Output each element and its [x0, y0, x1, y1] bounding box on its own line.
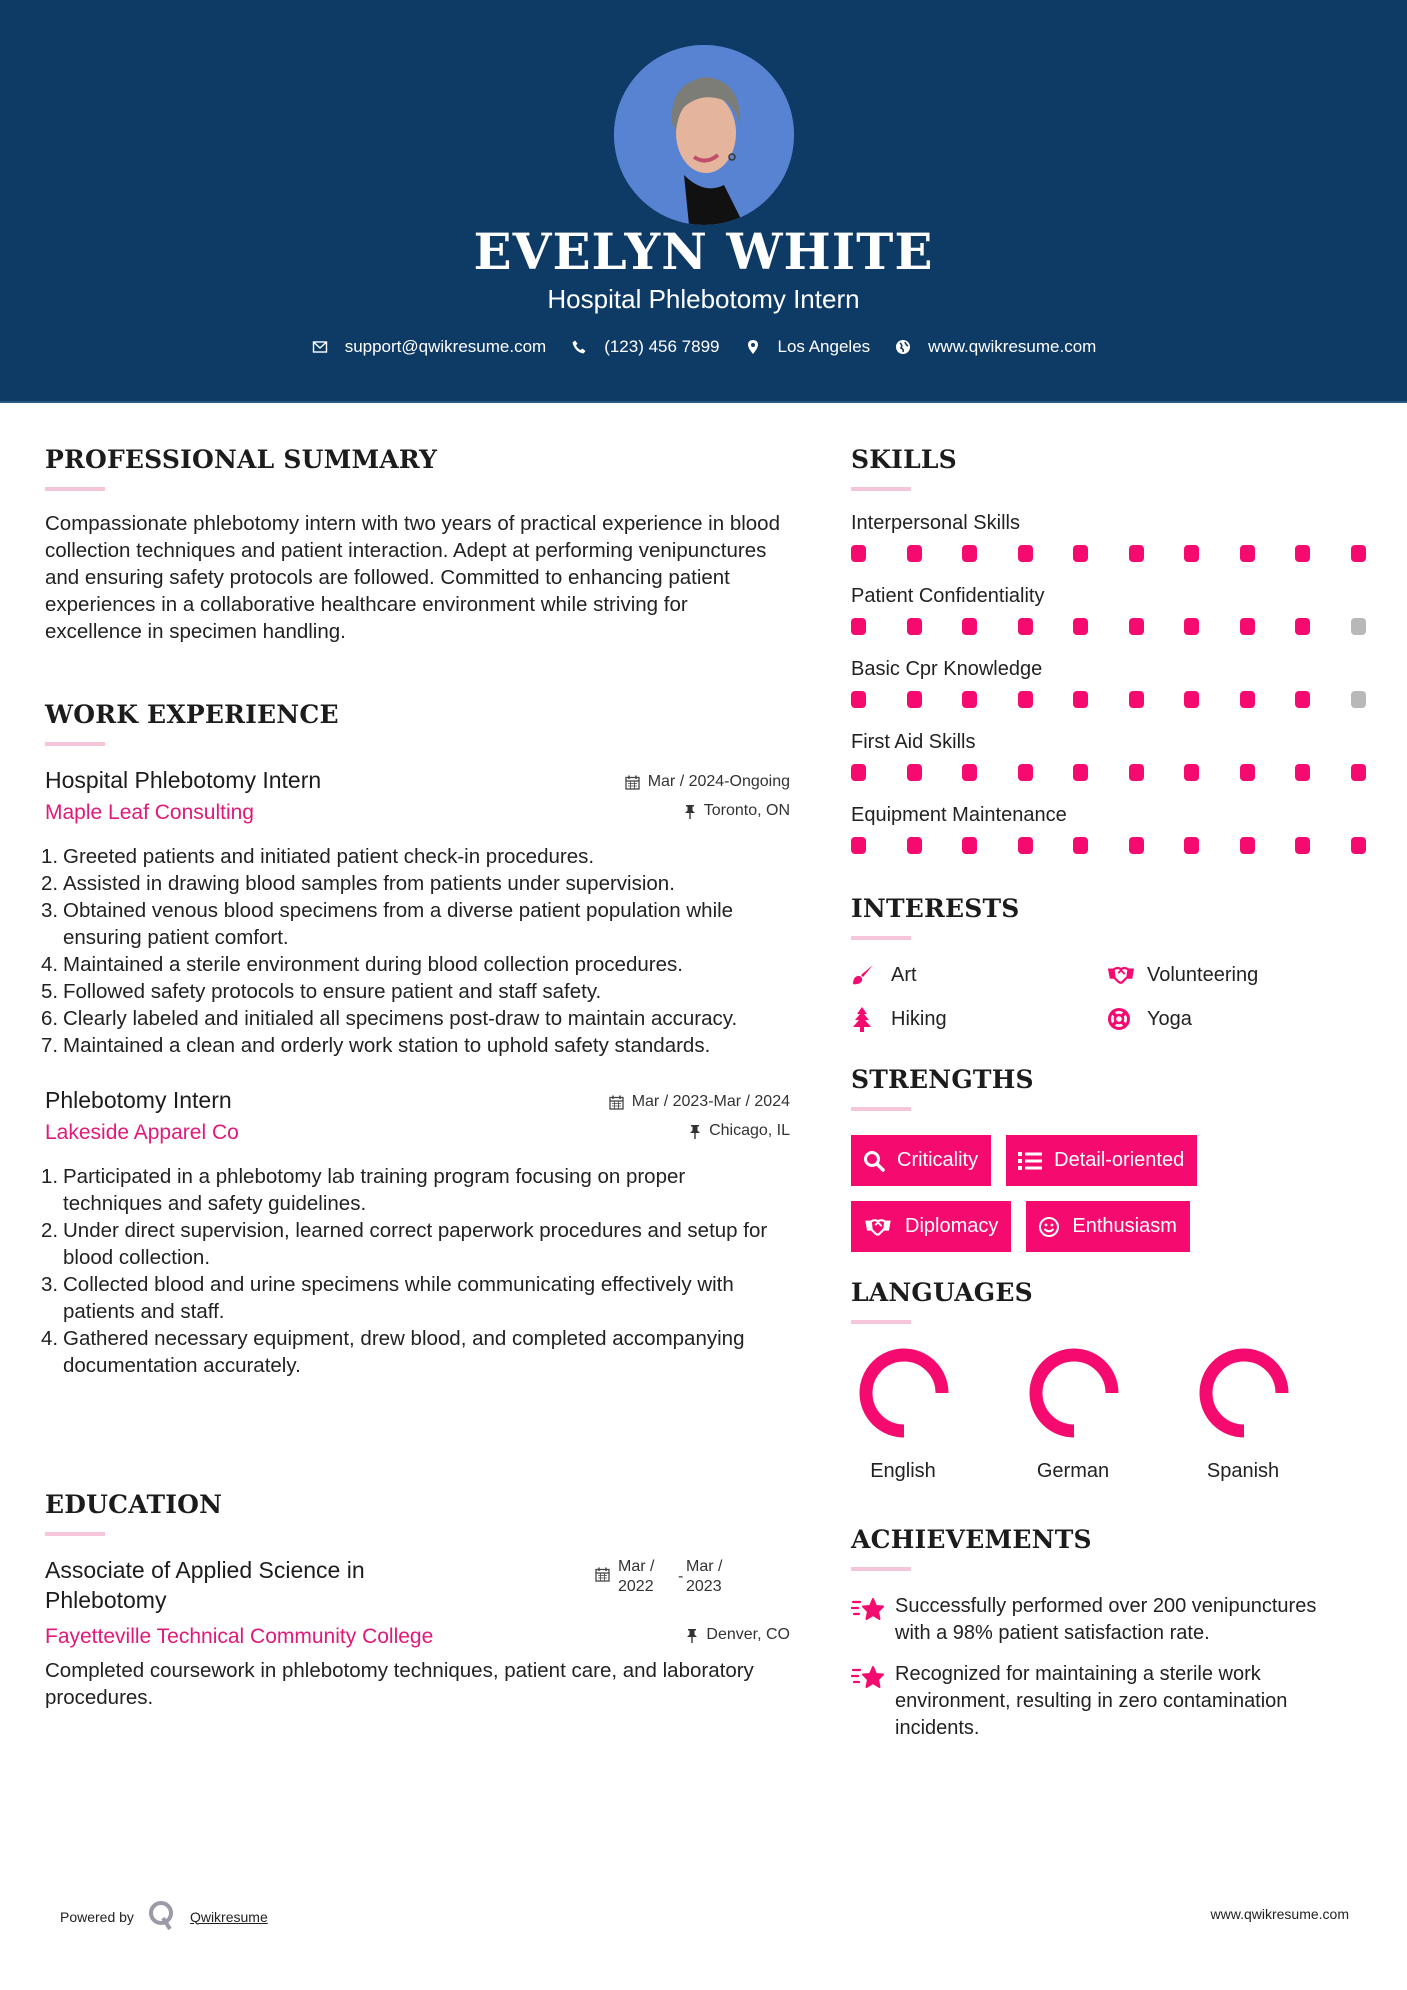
contact-email[interactable]: [311, 337, 547, 357]
handshake-icon: [1107, 962, 1135, 988]
rating-dot-filled: [1129, 545, 1144, 562]
heading-underline: [45, 1532, 105, 1536]
job-date-text: Mar / 2024-Ongoing: [647, 773, 790, 790]
contact-website[interactable]: [894, 337, 1096, 357]
rating-dot-filled: [851, 691, 866, 708]
school-name: Fayetteville Technical Community College: [45, 1625, 434, 1648]
interests-grid: [851, 962, 1371, 1032]
strength-badge: [1026, 1201, 1190, 1252]
lifebuoy-icon: [1107, 1006, 1135, 1032]
strength-label: Detail-oriented: [1054, 1149, 1185, 1171]
company-name: Lakeside Apparel Co: [45, 1121, 239, 1144]
rating-dot-filled: [1240, 618, 1255, 635]
education-location-text: Denver, CO: [706, 1626, 790, 1643]
rating-dot-filled: [907, 545, 922, 562]
education-date: [595, 1557, 722, 1597]
skill-label: Interpersonal Skills: [851, 512, 1020, 534]
achievements-list: [851, 1593, 1371, 1742]
education-location: [686, 1626, 790, 1644]
job-bullets: [41, 1163, 790, 1379]
job-location: [684, 802, 790, 820]
job-title: Phlebotomy Intern: [45, 1087, 232, 1113]
contact-location: [744, 337, 871, 357]
rating-dot-filled: [1073, 618, 1088, 635]
rating-dot-filled: [1295, 545, 1310, 562]
rating-dot-filled: [1184, 764, 1199, 781]
rating-dot-filled: [1129, 691, 1144, 708]
bullet-item: 3. Collected blood and urine specimens while communicating effectively with patients and staff.: [41, 1273, 734, 1323]
resume-header: [0, 0, 1407, 403]
job-bullets: [41, 843, 790, 1059]
achievement-text: Successfully performed over 200 venipunctures with a 98% patient satisfaction rate.: [895, 1595, 1317, 1644]
summary-text: Compassionate phlebotomy intern with two years of practical experience in blood collection techniques and patient interaction. Adept at performing venipunctures and ensuring safety protocols are followed. Committed to enhancing patient experiences in a collaborative healthcare environment while striving for excellence in specimen handling.: [45, 512, 780, 643]
portrait-image: [614, 45, 794, 225]
language-label: German: [1036, 1460, 1110, 1482]
shooting-star-icon: [851, 1661, 895, 1696]
list-icon: [1018, 1151, 1042, 1171]
interest-item: [1107, 962, 1363, 988]
skill-item: [851, 801, 1371, 854]
interest-item: [851, 962, 1107, 988]
skill-label: Equipment Maintenance: [851, 804, 1067, 826]
rating-dot-filled: [851, 618, 866, 635]
calendar-icon: [595, 1567, 610, 1582]
strengths-heading: STRENGTHS: [851, 1065, 1034, 1094]
rating-dot-filled: [962, 618, 977, 635]
edu-end-month: Mar /: [686, 1558, 723, 1575]
skills-list: [851, 509, 1371, 854]
languages-list: [851, 1348, 1371, 1483]
skill-rating: [851, 618, 1371, 635]
strength-label: Criticality: [897, 1149, 979, 1171]
rating-dot-filled: [962, 691, 977, 708]
skill-label: First Aid Skills: [851, 731, 976, 753]
rating-dot-filled: [1184, 691, 1199, 708]
pushpin-icon: [689, 1124, 701, 1139]
rating-dot-filled: [1240, 837, 1255, 854]
bullet-item: 7. Maintained a clean and orderly work station to uphold safety standards.: [41, 1034, 711, 1057]
rating-dot-filled: [907, 691, 922, 708]
rating-dot-filled: [1184, 837, 1199, 854]
smile-icon: [1038, 1216, 1060, 1238]
skill-label: Patient Confidentiality: [851, 585, 1045, 607]
rating-dot-filled: [1184, 545, 1199, 562]
rating-dot-filled: [962, 545, 977, 562]
interest-label: Art: [891, 963, 917, 986]
contact-location-text: Los Angeles: [777, 337, 871, 356]
language-progress-ring: [859, 1348, 949, 1438]
interest-item: [851, 1006, 1107, 1032]
rating-dot-filled: [851, 545, 866, 562]
rating-dot-empty: [1351, 618, 1366, 635]
rating-dot-filled: [1018, 691, 1033, 708]
job-entry: [41, 1087, 790, 1379]
rating-dot-filled: [1351, 764, 1366, 781]
rating-dot-filled: [851, 837, 866, 854]
rating-dot-filled: [1295, 837, 1310, 854]
contact-phone-text: (123) 456 7899: [604, 337, 720, 356]
edu-start-year: 2022: [618, 1578, 654, 1595]
languages-section: [851, 1278, 1371, 1483]
interests-section: [851, 894, 1371, 1032]
bullet-item: 2. Under direct supervision, learned correct paperwork procedures and setup for blood collection.: [41, 1219, 768, 1269]
job-location-text: Toronto, ON: [703, 802, 790, 819]
interest-item: [1107, 1006, 1363, 1032]
rating-dot-filled: [1240, 545, 1255, 562]
interest-label: Volunteering: [1147, 963, 1259, 986]
rating-dot-filled: [907, 764, 922, 781]
skills-heading: SKILLS: [851, 445, 957, 474]
skill-item: [851, 582, 1371, 635]
achievements-section: [851, 1525, 1371, 1742]
language-progress-ring: [1199, 1348, 1289, 1438]
footer-url[interactable]: www.qwikresume.com: [1210, 1906, 1349, 1922]
edu-start-month: Mar /: [618, 1558, 655, 1575]
rating-dot-filled: [1129, 837, 1144, 854]
rating-dot-filled: [1073, 545, 1088, 562]
pushpin-icon: [686, 1628, 698, 1643]
heading-underline: [851, 1320, 911, 1324]
rating-dot-filled: [1129, 618, 1144, 635]
bullet-item: 4. Gathered necessary equipment, drew blood, and completed accompanying documentation accurately.: [41, 1327, 745, 1377]
strength-badge: [851, 1135, 991, 1186]
heading-underline: [851, 936, 911, 940]
skill-rating: [851, 837, 1371, 854]
degree-title: Associate of Applied Science in Phlebotomy: [45, 1557, 365, 1613]
language-item: [1021, 1348, 1191, 1483]
rating-dot-filled: [1351, 837, 1366, 854]
job-date: [625, 773, 790, 791]
envelope-icon: [311, 338, 329, 356]
bullet-item: 1. Participated in a phlebotomy lab training program focusing on proper techniques and safety guidelines.: [41, 1165, 686, 1215]
rating-dot-filled: [962, 764, 977, 781]
heading-underline: [851, 1567, 911, 1571]
experience-heading: WORK EXPERIENCE: [45, 700, 339, 729]
heading-underline: [851, 487, 911, 491]
rating-dot-filled: [1018, 618, 1033, 635]
education-heading: EDUCATION: [45, 1490, 223, 1519]
calendar-icon: [609, 1095, 624, 1110]
search-icon: [863, 1150, 885, 1172]
strength-badges: [851, 1135, 1371, 1267]
job-date-text: Mar / 2023-Mar / 2024: [631, 1093, 790, 1110]
rating-dot-filled: [962, 837, 977, 854]
handshake-icon: [863, 1217, 893, 1237]
achievement-item: [851, 1593, 1371, 1647]
company-name: Maple Leaf Consulting: [45, 801, 254, 824]
rating-dot-filled: [1184, 618, 1199, 635]
skill-item: [851, 509, 1371, 562]
skill-rating: [851, 691, 1371, 708]
rating-dot-filled: [1295, 691, 1310, 708]
strengths-section: [851, 1065, 1371, 1267]
rating-dot-filled: [1073, 691, 1088, 708]
rating-dot-filled: [1351, 545, 1366, 562]
language-label: Spanish: [1206, 1460, 1280, 1482]
experience-section: [41, 700, 790, 1379]
bullet-item: 2. Assisted in drawing blood samples from patients under supervision.: [41, 872, 675, 895]
strength-label: Enthusiasm: [1072, 1215, 1177, 1237]
rating-dot-filled: [1018, 764, 1033, 781]
bullet-item: 5. Followed safety protocols to ensure patient and staff safety.: [41, 980, 602, 1003]
contact-phone[interactable]: [570, 337, 719, 357]
qwikresume-link[interactable]: Qwikresume: [189, 1908, 268, 1925]
rating-dot-filled: [1295, 764, 1310, 781]
education-description: Completed coursework in phlebotomy techniques, patient care, and laboratory procedures.: [45, 1659, 754, 1709]
shooting-star-icon: [851, 1593, 895, 1628]
job-entry: [41, 767, 790, 1059]
rating-dot-filled: [907, 618, 922, 635]
rating-dot-filled: [1240, 691, 1255, 708]
heading-underline: [45, 742, 105, 746]
language-item: [851, 1348, 1021, 1483]
contact-email-text: support@qwikresume.com: [344, 337, 547, 356]
edu-date-separator: -: [678, 1568, 684, 1585]
languages-heading: LANGUAGES: [851, 1278, 1033, 1307]
summary-heading: PROFESSIONAL SUMMARY: [45, 445, 438, 474]
language-label: English: [870, 1460, 936, 1482]
rating-dot-filled: [907, 837, 922, 854]
rating-dot-filled: [1240, 764, 1255, 781]
candidate-name: EVELYN WHITE: [473, 222, 934, 281]
interests-heading: INTERESTS: [851, 894, 1020, 923]
bullet-item: 6. Clearly labeled and initialed all specimens post-draw to maintain accuracy.: [41, 1007, 738, 1030]
skill-item: [851, 728, 1371, 781]
tree-icon: [851, 1006, 879, 1032]
rating-dot-filled: [1129, 764, 1144, 781]
powered-by-label: Powered by: [60, 1908, 134, 1925]
achievement-item: [851, 1661, 1371, 1742]
heading-underline: [45, 487, 105, 491]
interest-label: Yoga: [1147, 1007, 1192, 1030]
globe-icon: [894, 338, 912, 356]
job-location-text: Chicago, IL: [709, 1122, 790, 1139]
map-pin-icon: [744, 338, 762, 356]
interest-label: Hiking: [891, 1007, 947, 1030]
rating-dot-filled: [1295, 618, 1310, 635]
bullet-item: 1. Greeted patients and initiated patient check-in procedures.: [41, 845, 595, 868]
skill-rating: [851, 764, 1371, 781]
qwikresume-logo-icon: [148, 1900, 176, 1933]
job-title: Hospital Phlebotomy Intern: [45, 767, 322, 793]
skill-item: [851, 655, 1371, 708]
rating-dot-empty: [1351, 691, 1366, 708]
rating-dot-filled: [1018, 837, 1033, 854]
rating-dot-filled: [1073, 837, 1088, 854]
language-progress-ring: [1029, 1348, 1119, 1438]
heading-underline: [851, 1107, 911, 1111]
phone-icon: [570, 338, 588, 356]
edu-end-year: 2023: [686, 1578, 722, 1595]
bullet-item: 4. Maintained a sterile environment during blood collection procedures.: [41, 953, 683, 976]
bullet-item: 3. Obtained venous blood specimens from a diverse patient population while ensuring patient comfort.: [41, 899, 734, 949]
skill-label: Basic Cpr Knowledge: [851, 658, 1043, 680]
candidate-title: Hospital Phlebotomy Intern: [547, 284, 860, 314]
rating-dot-filled: [1018, 545, 1033, 562]
achievements-heading: ACHIEVEMENTS: [851, 1525, 1092, 1554]
pushpin-icon: [684, 804, 696, 819]
strength-label: Diplomacy: [905, 1215, 999, 1237]
skills-section: [851, 445, 1371, 874]
job-location: [689, 1122, 790, 1140]
footer-powered-by: [60, 1900, 268, 1933]
calendar-icon: [625, 775, 640, 790]
summary-section: [45, 445, 790, 645]
job-date: [609, 1093, 790, 1111]
strength-badge: [1006, 1135, 1197, 1186]
paintbrush-icon: [851, 962, 879, 988]
profile-photo: [614, 45, 794, 225]
achievement-text: Recognized for maintaining a sterile work environment, resulting in zero contamination incidents.: [895, 1663, 1288, 1739]
rating-dot-filled: [851, 764, 866, 781]
contact-bar: [0, 337, 1407, 357]
strength-badge: [851, 1201, 1011, 1252]
contact-website-text: www.qwikresume.com: [928, 337, 1097, 356]
language-item: [1191, 1348, 1361, 1483]
rating-dot-filled: [1073, 764, 1088, 781]
skill-rating: [851, 545, 1371, 562]
education-section: [45, 1490, 790, 1711]
